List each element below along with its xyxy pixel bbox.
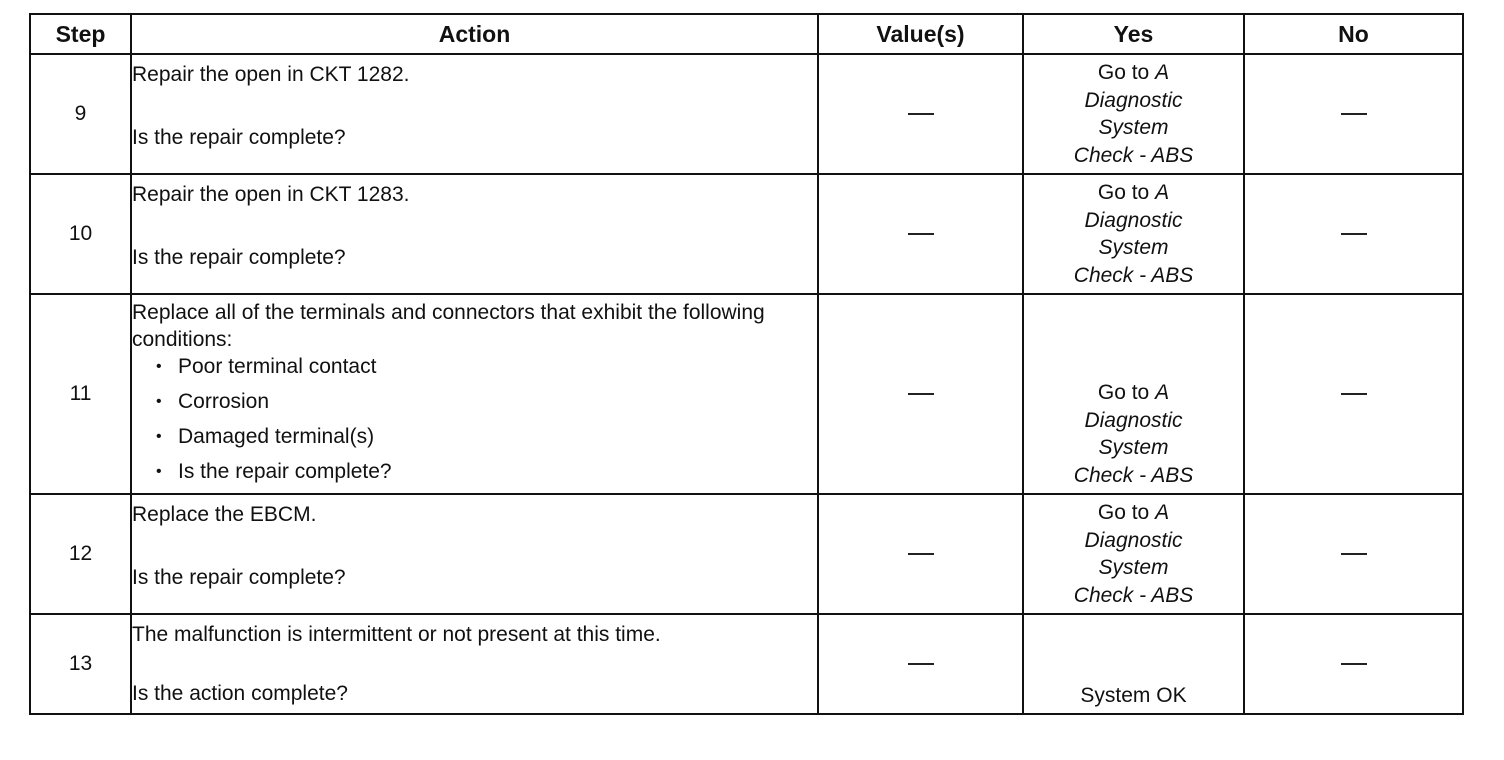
action-text: Repair the open in CKT 1282.: [132, 63, 410, 86]
header-action: Action: [131, 14, 818, 54]
no-cell: [1244, 174, 1463, 294]
value-cell: [818, 54, 1023, 174]
action-question: Is the action complete?: [132, 682, 348, 705]
action-text: The malfunction is intermittent or not present at this time.: [132, 623, 661, 646]
yes-a: A: [1155, 381, 1170, 404]
yes-cell: [1023, 54, 1244, 174]
condition-list: [132, 349, 817, 489]
yes-link-line: Check - ABS: [1073, 463, 1194, 487]
list-item: • Corrosion: [132, 384, 817, 419]
step-number: 9: [30, 54, 131, 174]
action-question: Is the repair complete?: [132, 566, 346, 589]
action-cell: [131, 294, 818, 494]
dash-mark: [1341, 393, 1367, 395]
header-step: Step: [30, 14, 131, 54]
step-number: 10: [30, 174, 131, 294]
yes-link-line: System: [1098, 556, 1169, 579]
action-cell: [131, 54, 818, 174]
action-cell: [131, 174, 818, 294]
dash-mark: [908, 393, 934, 395]
action-text: Replace the EBCM.: [132, 503, 317, 526]
table-row: [30, 174, 1463, 294]
yes-link-line: Diagnostic: [1084, 528, 1183, 552]
yes-link-line: Diagnostic: [1084, 408, 1183, 432]
yes-system-ok: System OK: [1080, 683, 1187, 707]
yes-cell: [1023, 494, 1244, 614]
dash-mark: [908, 113, 934, 115]
yes-link-line: System: [1098, 116, 1169, 139]
value-cell: [818, 614, 1023, 714]
yes-link-line: Check - ABS: [1073, 263, 1194, 287]
dash-mark: [908, 233, 934, 235]
yes-cell: [1023, 294, 1244, 494]
action-text: Replace all of the terminals and connectors that exhibit the following conditions:: [132, 301, 765, 351]
yes-a: A: [1155, 501, 1170, 524]
header-yes: Yes: [1023, 14, 1244, 54]
action-question: Is the repair complete?: [132, 246, 346, 269]
table-row: [30, 614, 1463, 714]
value-cell: [818, 294, 1023, 494]
yes-link-line: Check - ABS: [1073, 583, 1194, 607]
yes-link-line: Diagnostic: [1084, 208, 1183, 232]
action-cell: [131, 494, 818, 614]
no-cell: [1244, 54, 1463, 174]
action-text: Repair the open in CKT 1283.: [132, 183, 410, 206]
table-row: [30, 54, 1463, 174]
yes-link-line: Check - ABS: [1073, 143, 1194, 167]
yes-link-line: System: [1098, 436, 1169, 459]
list-item: • Is the repair complete?: [132, 454, 817, 489]
header-no: No: [1244, 14, 1463, 54]
dash-mark: [908, 663, 934, 665]
diagnostic-table: [29, 13, 1464, 715]
step-number: 11: [30, 294, 131, 494]
list-item: • Damaged terminal(s): [132, 419, 817, 454]
dash-mark: [908, 553, 934, 555]
dash-mark: [1341, 113, 1367, 115]
header-values: Value(s): [818, 14, 1023, 54]
header-row: [30, 14, 1463, 54]
yes-goto: Go to: [1097, 381, 1150, 404]
action-cell: [131, 614, 818, 714]
yes-goto: Go to: [1097, 61, 1150, 84]
yes-a: A: [1155, 181, 1170, 204]
yes-goto: Go to: [1097, 501, 1150, 524]
yes-goto: Go to: [1097, 181, 1150, 204]
value-cell: [818, 174, 1023, 294]
dash-mark: [1341, 663, 1367, 665]
yes-a: A: [1155, 61, 1170, 84]
value-cell: [818, 494, 1023, 614]
dash-mark: [1341, 553, 1367, 555]
yes-link-line: Diagnostic: [1084, 88, 1183, 112]
step-number: 12: [30, 494, 131, 614]
no-cell: [1244, 494, 1463, 614]
table-row: [30, 494, 1463, 614]
no-cell: [1244, 614, 1463, 714]
table-row: [30, 294, 1463, 494]
yes-cell: [1023, 614, 1244, 714]
action-question: Is the repair complete?: [132, 126, 346, 149]
list-item: • Poor terminal contact: [132, 349, 817, 384]
yes-link-line: System: [1098, 236, 1169, 259]
dash-mark: [1341, 233, 1367, 235]
yes-cell: [1023, 174, 1244, 294]
step-number: 13: [30, 614, 131, 714]
no-cell: [1244, 294, 1463, 494]
